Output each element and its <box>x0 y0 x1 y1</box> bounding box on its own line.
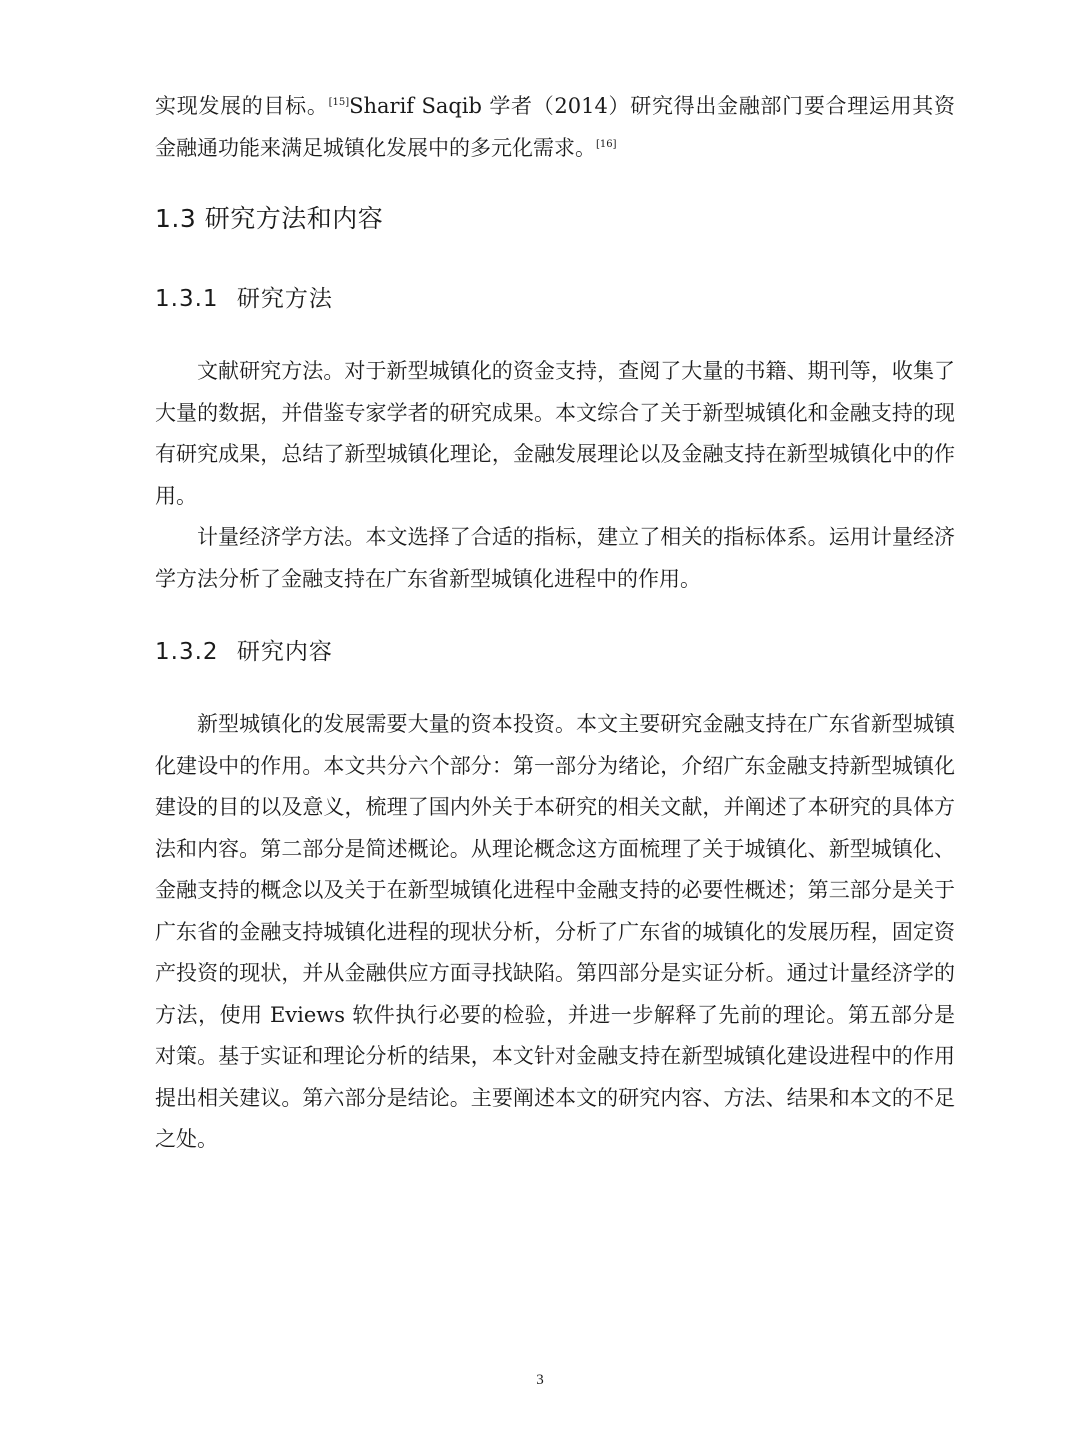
intro-paragraph <box>155 86 955 169</box>
subsection-heading-1-3-2 <box>155 632 955 672</box>
method-paragraph-econometrics: 计量经济学方法。本文选择了合适的指标，建立了相关的指标体系。运用计量经济学方法分析了金融支持在广东省新型城镇化进程中的作用。 <box>155 525 955 591</box>
subsection-number: 1.3.1 <box>155 286 219 312</box>
section-number: 1.3 <box>155 204 197 233</box>
content-paragraph: 新型城镇化的发展需要大量的资本投资。本文主要研究金融支持在广东省新型城镇化建设中的作用。本文共分六个部分：第一部分为绪论，介绍广东金融支持新型城镇化建设的目的以及意义，梳理了国内外关于本研究的相关文献，并阐述了本研究的具体方法和内容。第二部分是简述概论。从理论概念这方面梳理了关于城镇化、新型城镇化、金融支持的概念以及关于在新型城镇化进程中金融支持的必要性概述；第三部分是关于广东省的金融支持城镇化进程的现状分析，分析了广东省的城镇化的发展历程，固定资产投资的现状，并从金融供应方面寻找缺陷。第四部分是实证分析。通过计量经济学的方法，使用 Eviews 软件执行必要的检验，并进一步解释了先前的理论。第五部分是对策。基于实证和理论分析的结果，本文针对金融支持在新型城镇化建设进程中的作用提出相关建议。第六部分是结论。主要阐述本文的研究内容、方法、结果和本文的不足之处。 <box>155 712 955 1151</box>
citation-15[interactable]: [15] <box>328 97 350 108</box>
method-paragraph-literature: 文献研究方法。对于新型城镇化的资金支持，查阅了大量的书籍、期刊等，收集了大量的数据，并借鉴专家学者的研究成果。本文综合了关于新型城镇化和金融支持的现有研究成果，总结了新型城镇化理论，金融发展理论以及金融支持在新型城镇化中的作用。 <box>155 359 955 508</box>
page-body <box>155 86 955 1161</box>
citation-16[interactable]: [16] <box>596 138 617 150</box>
subsection-number: 1.3.2 <box>155 639 219 665</box>
intro-text-b: Sharif Saqib 学者（2014）研究得出金融部门要合理运用其资金融通功能来满足城镇化发展中的多元化需求。 <box>155 94 955 160</box>
subsection-title: 研究内容 <box>236 639 333 665</box>
intro-text-a: 实现发展的目标。 <box>155 94 329 118</box>
subsection-heading-1-3-1 <box>155 279 955 319</box>
subsection-title: 研究方法 <box>236 286 333 312</box>
section-title: 研究方法和内容 <box>204 204 384 233</box>
section-heading-1-3 <box>155 199 955 239</box>
page-number: 3 <box>536 1372 544 1388</box>
